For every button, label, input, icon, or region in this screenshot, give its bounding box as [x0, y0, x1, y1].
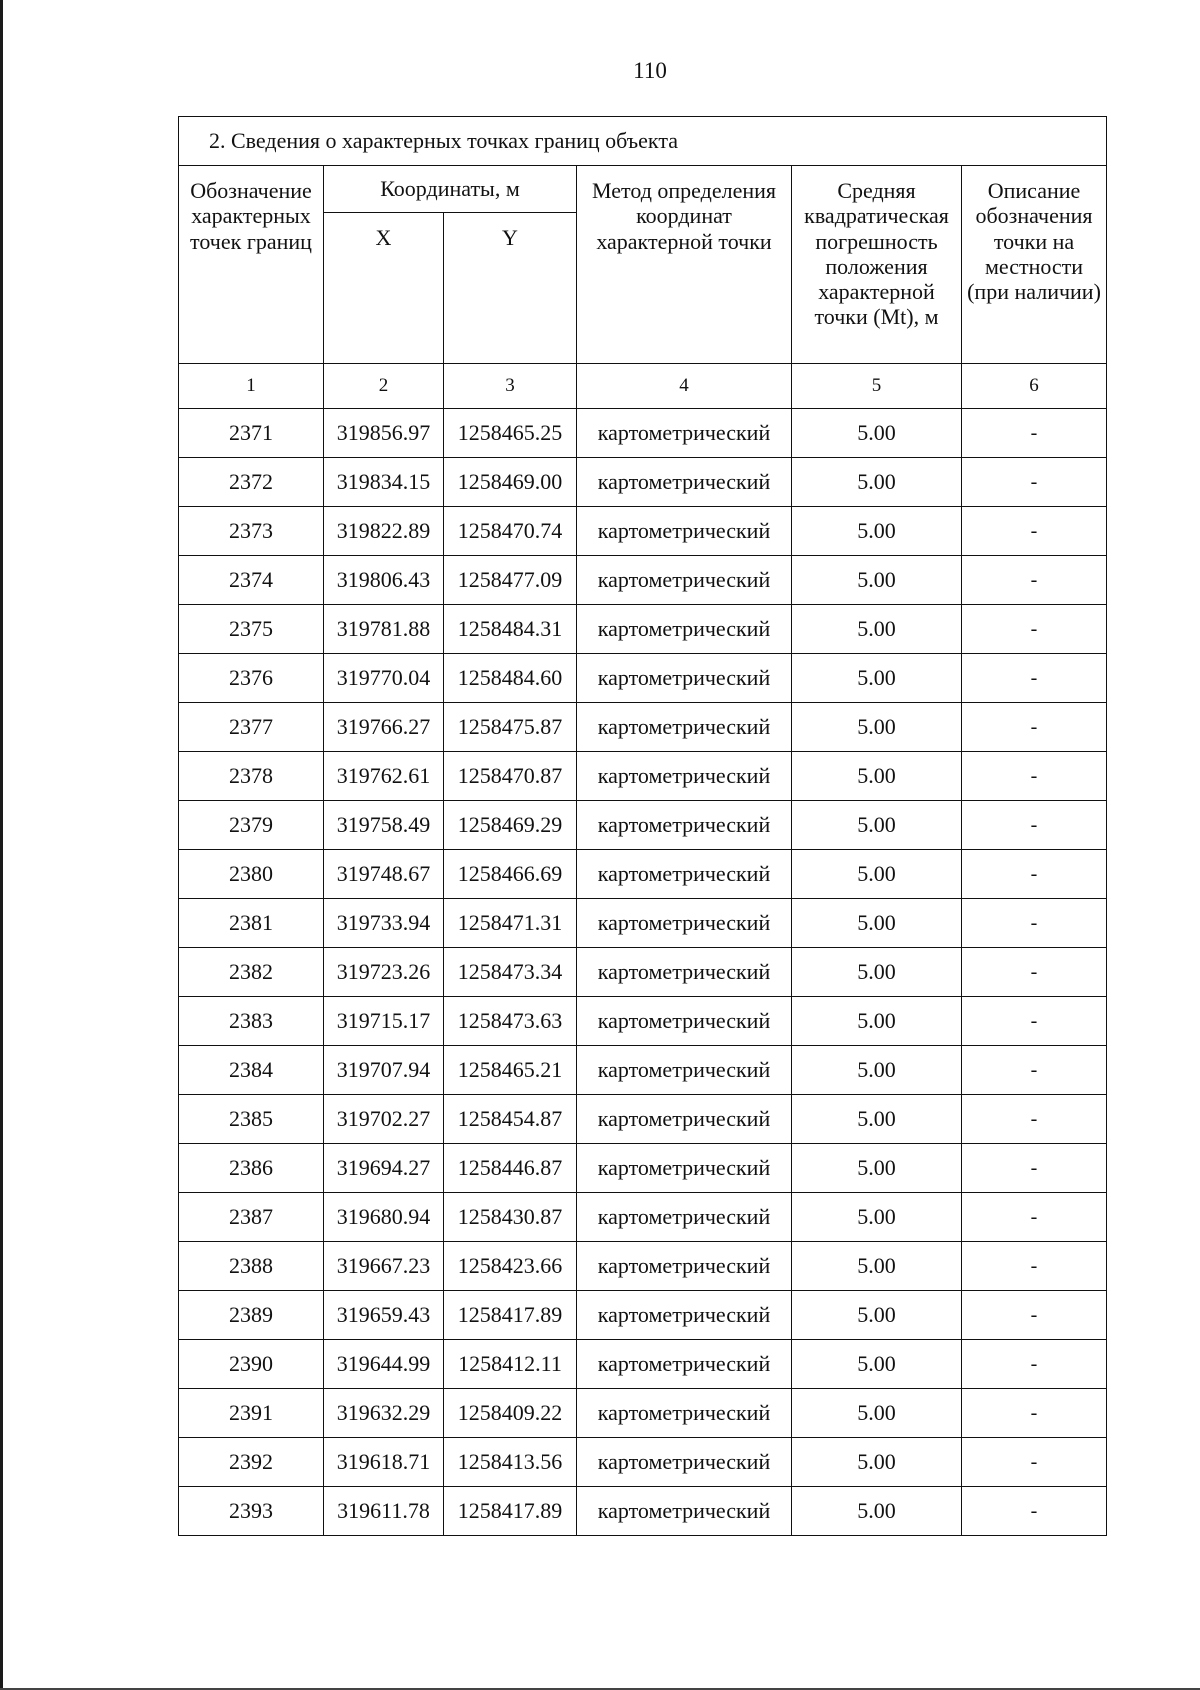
error-cell: 5.00 — [792, 605, 962, 654]
x-coordinate-cell: 319618.71 — [324, 1438, 444, 1487]
method-cell: картометрический — [577, 1438, 792, 1487]
y-coordinate-cell: 1258471.31 — [444, 899, 577, 948]
point-id-cell: 2373 — [179, 507, 324, 556]
x-coordinate-cell: 319667.23 — [324, 1242, 444, 1291]
method-cell: картометрический — [577, 997, 792, 1046]
description-cell: - — [962, 1389, 1107, 1438]
error-cell: 5.00 — [792, 948, 962, 997]
description-cell: - — [962, 1193, 1107, 1242]
point-id-cell: 2386 — [179, 1144, 324, 1193]
table-row — [179, 556, 1107, 605]
table-row — [179, 1389, 1107, 1438]
description-cell: - — [962, 850, 1107, 899]
x-coordinate-cell: 319748.67 — [324, 850, 444, 899]
table-row — [179, 1242, 1107, 1291]
x-coordinate-cell: 319702.27 — [324, 1095, 444, 1144]
y-coordinate-cell: 1258465.21 — [444, 1046, 577, 1095]
description-cell: - — [962, 605, 1107, 654]
x-coordinate-cell: 319733.94 — [324, 899, 444, 948]
y-coordinate-cell: 1258413.56 — [444, 1438, 577, 1487]
point-id-cell: 2372 — [179, 458, 324, 507]
column-number: 6 — [962, 364, 1107, 409]
table-row — [179, 409, 1107, 458]
method-cell: картометрический — [577, 948, 792, 997]
column-number: 4 — [577, 364, 792, 409]
column-number: 3 — [444, 364, 577, 409]
point-id-cell: 2385 — [179, 1095, 324, 1144]
x-coordinate-cell: 319707.94 — [324, 1046, 444, 1095]
point-id-cell: 2380 — [179, 850, 324, 899]
error-cell: 5.00 — [792, 703, 962, 752]
method-cell: картометрический — [577, 654, 792, 703]
header-method: Метод определения координат характерной точки — [577, 166, 792, 364]
table-body — [179, 409, 1107, 1536]
x-coordinate-cell: 319694.27 — [324, 1144, 444, 1193]
description-cell: - — [962, 1340, 1107, 1389]
column-number-row — [179, 364, 1107, 409]
table-row — [179, 1291, 1107, 1340]
header-designation: Обозначение характерных точек границ — [179, 166, 324, 364]
point-id-cell: 2381 — [179, 899, 324, 948]
x-coordinate-cell: 319723.26 — [324, 948, 444, 997]
y-coordinate-cell: 1258473.63 — [444, 997, 577, 1046]
table-row — [179, 1487, 1107, 1536]
description-cell: - — [962, 654, 1107, 703]
method-cell: картометрический — [577, 1242, 792, 1291]
column-number: 5 — [792, 364, 962, 409]
method-cell: картометрический — [577, 1340, 792, 1389]
x-coordinate-cell: 319659.43 — [324, 1291, 444, 1340]
x-coordinate-cell: 319632.29 — [324, 1389, 444, 1438]
method-cell: картометрический — [577, 899, 792, 948]
error-cell: 5.00 — [792, 1046, 962, 1095]
header-y: Y — [444, 213, 577, 364]
point-id-cell: 2393 — [179, 1487, 324, 1536]
description-cell: - — [962, 409, 1107, 458]
description-cell: - — [962, 997, 1107, 1046]
y-coordinate-cell: 1258470.87 — [444, 752, 577, 801]
point-id-cell: 2375 — [179, 605, 324, 654]
table-row — [179, 507, 1107, 556]
point-id-cell: 2388 — [179, 1242, 324, 1291]
point-id-cell: 2371 — [179, 409, 324, 458]
x-coordinate-cell: 319856.97 — [324, 409, 444, 458]
table-row — [179, 1144, 1107, 1193]
error-cell: 5.00 — [792, 507, 962, 556]
header-error: Средняя квадратическая погрешность положения характерной точки (Mt), м — [792, 166, 962, 364]
scan-edge-left — [0, 0, 3, 1690]
column-number: 2 — [324, 364, 444, 409]
y-coordinate-cell: 1258475.87 — [444, 703, 577, 752]
table-row — [179, 948, 1107, 997]
table-row — [179, 654, 1107, 703]
header-description: Описание обозначения точки на местности (при наличии) — [962, 166, 1107, 364]
page-number: 110 — [633, 58, 667, 83]
y-coordinate-cell: 1258470.74 — [444, 507, 577, 556]
error-cell: 5.00 — [792, 1144, 962, 1193]
method-cell: картометрический — [577, 703, 792, 752]
y-coordinate-cell: 1258477.09 — [444, 556, 577, 605]
point-id-cell: 2391 — [179, 1389, 324, 1438]
description-cell: - — [962, 556, 1107, 605]
error-cell: 5.00 — [792, 458, 962, 507]
x-coordinate-cell: 319715.17 — [324, 997, 444, 1046]
x-coordinate-cell: 319762.61 — [324, 752, 444, 801]
description-cell: - — [962, 1046, 1107, 1095]
error-cell: 5.00 — [792, 1095, 962, 1144]
y-coordinate-cell: 1258430.87 — [444, 1193, 577, 1242]
error-cell: 5.00 — [792, 1291, 962, 1340]
x-coordinate-cell: 319611.78 — [324, 1487, 444, 1536]
method-cell: картометрический — [577, 605, 792, 654]
description-cell: - — [962, 1438, 1107, 1487]
x-coordinate-cell: 319644.99 — [324, 1340, 444, 1389]
method-cell: картометрический — [577, 850, 792, 899]
table-row — [179, 1340, 1107, 1389]
method-cell: картометрический — [577, 1487, 792, 1536]
method-cell: картометрический — [577, 1046, 792, 1095]
point-id-cell: 2378 — [179, 752, 324, 801]
description-cell: - — [962, 801, 1107, 850]
y-coordinate-cell: 1258484.31 — [444, 605, 577, 654]
error-cell: 5.00 — [792, 654, 962, 703]
point-id-cell: 2383 — [179, 997, 324, 1046]
method-cell: картометрический — [577, 752, 792, 801]
point-id-cell: 2382 — [179, 948, 324, 997]
method-cell: картометрический — [577, 1389, 792, 1438]
method-cell: картометрический — [577, 1291, 792, 1340]
section-title-row — [179, 117, 1107, 166]
description-cell: - — [962, 1242, 1107, 1291]
point-id-cell: 2374 — [179, 556, 324, 605]
error-cell: 5.00 — [792, 1487, 962, 1536]
description-cell: - — [962, 948, 1107, 997]
error-cell: 5.00 — [792, 1242, 962, 1291]
description-cell: - — [962, 1487, 1107, 1536]
section-title: 2. Сведения о характерных точках границ объекта — [179, 117, 1107, 166]
method-cell: картометрический — [577, 458, 792, 507]
point-id-cell: 2379 — [179, 801, 324, 850]
header-coordinates: Координаты, м — [324, 166, 577, 213]
y-coordinate-cell: 1258412.11 — [444, 1340, 577, 1389]
error-cell: 5.00 — [792, 556, 962, 605]
table-row — [179, 752, 1107, 801]
method-cell: картометрический — [577, 801, 792, 850]
y-coordinate-cell: 1258446.87 — [444, 1144, 577, 1193]
table-row — [179, 1193, 1107, 1242]
method-cell: картометрический — [577, 556, 792, 605]
y-coordinate-cell: 1258469.29 — [444, 801, 577, 850]
method-cell: картометрический — [577, 409, 792, 458]
description-cell: - — [962, 1144, 1107, 1193]
error-cell: 5.00 — [792, 1389, 962, 1438]
table-row — [179, 899, 1107, 948]
y-coordinate-cell: 1258466.69 — [444, 850, 577, 899]
point-id-cell: 2376 — [179, 654, 324, 703]
header-x: X — [324, 213, 444, 364]
error-cell: 5.00 — [792, 752, 962, 801]
error-cell: 5.00 — [792, 1340, 962, 1389]
method-cell: картометрический — [577, 1144, 792, 1193]
x-coordinate-cell: 319806.43 — [324, 556, 444, 605]
error-cell: 5.00 — [792, 899, 962, 948]
table-row — [179, 605, 1107, 654]
y-coordinate-cell: 1258409.22 — [444, 1389, 577, 1438]
table-row — [179, 850, 1107, 899]
table-row — [179, 1046, 1107, 1095]
error-cell: 5.00 — [792, 1193, 962, 1242]
method-cell: картометрический — [577, 1193, 792, 1242]
x-coordinate-cell: 319834.15 — [324, 458, 444, 507]
y-coordinate-cell: 1258465.25 — [444, 409, 577, 458]
error-cell: 5.00 — [792, 1438, 962, 1487]
point-id-cell: 2389 — [179, 1291, 324, 1340]
error-cell: 5.00 — [792, 850, 962, 899]
error-cell: 5.00 — [792, 801, 962, 850]
boundary-points-table — [178, 116, 1107, 1536]
column-number: 1 — [179, 364, 324, 409]
description-cell: - — [962, 899, 1107, 948]
y-coordinate-cell: 1258417.89 — [444, 1487, 577, 1536]
error-cell: 5.00 — [792, 997, 962, 1046]
table-row — [179, 801, 1107, 850]
error-cell: 5.00 — [792, 409, 962, 458]
table-row — [179, 703, 1107, 752]
description-cell: - — [962, 458, 1107, 507]
x-coordinate-cell: 319822.89 — [324, 507, 444, 556]
table-row — [179, 1438, 1107, 1487]
y-coordinate-cell: 1258454.87 — [444, 1095, 577, 1144]
description-cell: - — [962, 703, 1107, 752]
table-row — [179, 997, 1107, 1046]
description-cell: - — [962, 1291, 1107, 1340]
point-id-cell: 2390 — [179, 1340, 324, 1389]
y-coordinate-cell: 1258417.89 — [444, 1291, 577, 1340]
x-coordinate-cell: 319680.94 — [324, 1193, 444, 1242]
point-id-cell: 2392 — [179, 1438, 324, 1487]
x-coordinate-cell: 319770.04 — [324, 654, 444, 703]
method-cell: картометрический — [577, 507, 792, 556]
table-row — [179, 458, 1107, 507]
y-coordinate-cell: 1258473.34 — [444, 948, 577, 997]
description-cell: - — [962, 752, 1107, 801]
point-id-cell: 2387 — [179, 1193, 324, 1242]
x-coordinate-cell: 319758.49 — [324, 801, 444, 850]
x-coordinate-cell: 319781.88 — [324, 605, 444, 654]
y-coordinate-cell: 1258423.66 — [444, 1242, 577, 1291]
table-row — [179, 1095, 1107, 1144]
header-row-1 — [179, 166, 1107, 213]
x-coordinate-cell: 319766.27 — [324, 703, 444, 752]
y-coordinate-cell: 1258469.00 — [444, 458, 577, 507]
description-cell: - — [962, 507, 1107, 556]
point-id-cell: 2377 — [179, 703, 324, 752]
method-cell: картометрический — [577, 1095, 792, 1144]
point-id-cell: 2384 — [179, 1046, 324, 1095]
description-cell: - — [962, 1095, 1107, 1144]
y-coordinate-cell: 1258484.60 — [444, 654, 577, 703]
